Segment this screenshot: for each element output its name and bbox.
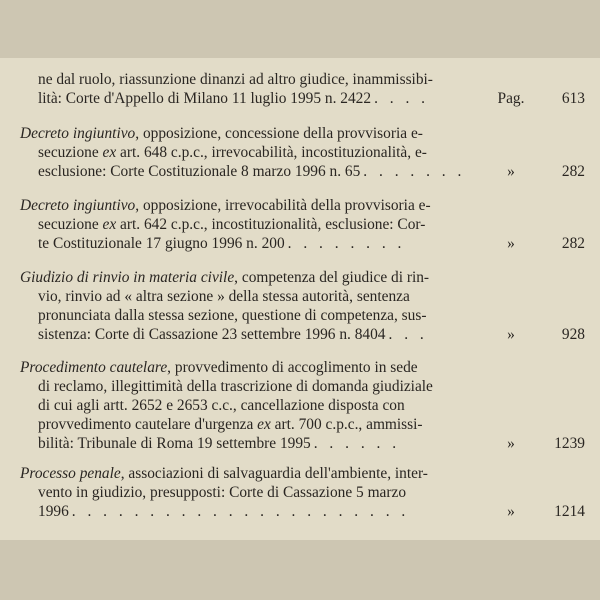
entry-title: Decreto ingiuntivo bbox=[20, 125, 136, 142]
page-number: 282 bbox=[561, 235, 585, 252]
page-number: 1214 bbox=[554, 503, 585, 520]
entry-line: lità: Corte d'Appello di Milano 11 luglio 1995 n. 2422 . . . . Pag. 613 bbox=[38, 90, 585, 107]
page-mark: Pag. bbox=[497, 90, 525, 107]
leader-dots: . . . . bbox=[374, 90, 430, 107]
entry-line: ne dal ruolo, riassunzione dinanzi ad altro giudice, inammissibi- bbox=[38, 71, 433, 88]
page-reference bbox=[475, 502, 585, 521]
leader-dots: . . . . . . bbox=[313, 435, 401, 452]
entry-line: Decreto ingiuntivo, opposizione, irrevocabilità della provvisoria e- bbox=[20, 197, 431, 214]
page-number: 928 bbox=[561, 326, 585, 343]
entry-line: di reclamo, illegittimità della trascrizione di domanda giudiziale bbox=[38, 378, 433, 395]
leader-dots: . . . . . . . . bbox=[287, 235, 406, 252]
leader-dots: . . . bbox=[388, 326, 428, 343]
index-entry bbox=[20, 196, 585, 253]
entry-line: vio, rinvio ad « altra sezione » della stessa autorità, sentenza bbox=[38, 288, 410, 305]
page-mark: » bbox=[507, 163, 515, 180]
entry-line: 1996 . . . . . . . . . . . . . . . . . . . . . . » 1214 bbox=[38, 503, 585, 520]
entry-line: vento in giudizio, presupposti: Corte di Cassazione 5 marzo bbox=[38, 484, 407, 501]
page-number: 1239 bbox=[554, 435, 585, 452]
index-entry bbox=[20, 124, 585, 181]
entry-line: Processo penale, associazioni di salvaguardia dell'ambiente, inter- bbox=[20, 465, 428, 482]
page-number: 613 bbox=[561, 90, 585, 107]
entry-line: provvedimento cautelare d'urgenza ex art. 700 c.p.c., ammissi- bbox=[38, 416, 423, 433]
entry-line: esclusione: Corte Costituzionale 8 marzo 1996 n. 65 . . . . . . . » 282 bbox=[38, 163, 585, 180]
entry-line: te Costituzionale 17 giugno 1996 n. 200 . . . . . . . . » 282 bbox=[38, 235, 585, 252]
page-reference bbox=[475, 162, 585, 181]
page-mark: » bbox=[507, 326, 515, 343]
entry-line: Procedimento cautelare, provvedimento di accoglimento in sede bbox=[20, 359, 418, 376]
page-mark: » bbox=[507, 503, 515, 520]
entry-line: sistenza: Corte di Cassazione 23 settembre 1996 n. 8404 . . . » 928 bbox=[38, 326, 585, 343]
index-page bbox=[0, 58, 600, 540]
entry-line: di cui agli artt. 2652 e 2653 c.c., cancellazione disposta con bbox=[38, 397, 405, 414]
entry-title: Decreto ingiuntivo bbox=[20, 197, 136, 214]
entry-line: Decreto ingiuntivo, opposizione, concessione della provvisoria e- bbox=[20, 125, 423, 142]
page-mark: » bbox=[507, 435, 515, 452]
entry-title: Procedimento cautelare bbox=[20, 359, 168, 376]
leader-dots: . . . . . . . . . . . . . . . . . . . . . . bbox=[71, 503, 410, 520]
page-reference bbox=[475, 325, 585, 344]
page-reference bbox=[475, 89, 585, 108]
entry-line: Giudizio di rinvio in materia civile, competenza del giudice di rin- bbox=[20, 269, 430, 286]
page-reference bbox=[475, 434, 585, 453]
leader-dots: . . . . . . . bbox=[363, 163, 466, 180]
page-number: 282 bbox=[561, 163, 585, 180]
page-reference bbox=[475, 234, 585, 253]
index-entry bbox=[20, 70, 585, 108]
entry-line: secuzione ex art. 642 c.p.c., incostituzionalità, esclusione: Cor- bbox=[38, 216, 426, 233]
entry-line: bilità: Tribunale di Roma 19 settembre 1995 . . . . . . » 1239 bbox=[38, 435, 585, 452]
entry-title: Processo penale bbox=[20, 465, 121, 482]
entry-title: Giudizio di rinvio in materia civile bbox=[20, 269, 235, 286]
index-entry bbox=[20, 464, 585, 521]
index-entry bbox=[20, 358, 585, 453]
entry-line: secuzione ex art. 648 c.p.c., irrevocabilità, incostituzionalità, e- bbox=[38, 144, 427, 161]
entry-line: pronunciata dalla stessa sezione, questione di competenza, sus- bbox=[38, 307, 427, 324]
page-mark: » bbox=[507, 235, 515, 252]
index-entry bbox=[20, 268, 585, 344]
